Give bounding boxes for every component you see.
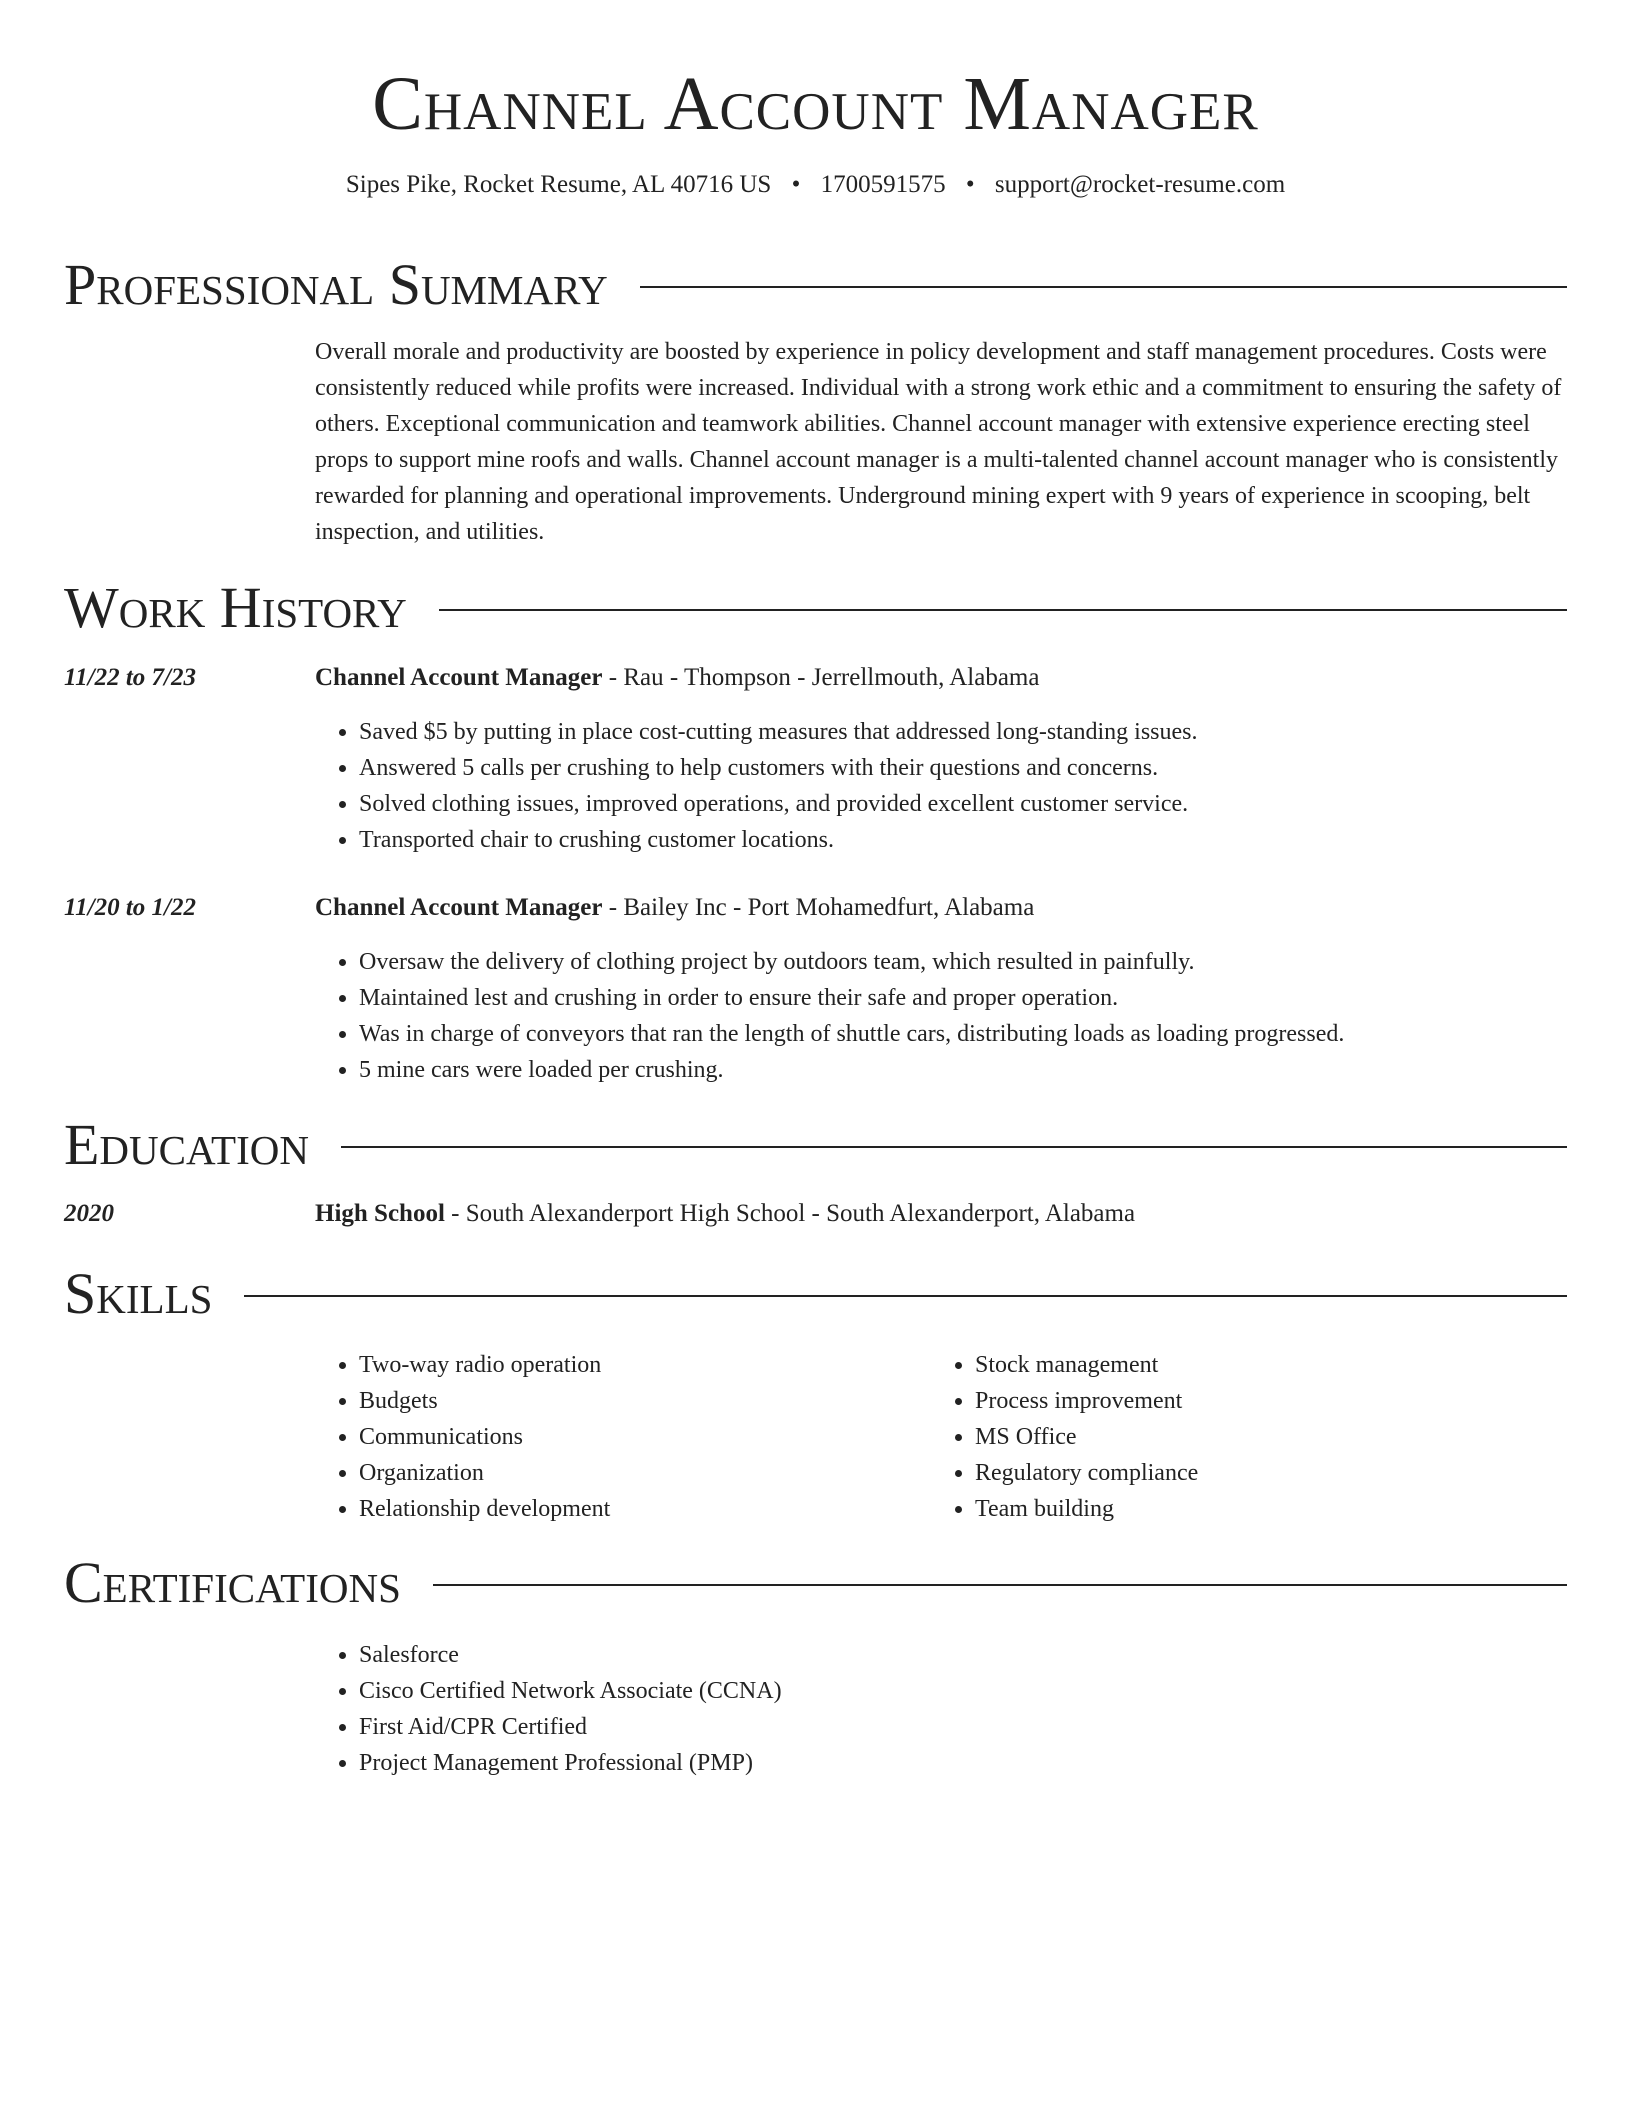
job-details: - Bailey Inc - Port Mohamedfurt, Alabama xyxy=(602,894,1035,921)
certifications-list xyxy=(315,1637,782,1781)
education-year: 2020 xyxy=(64,1200,114,1227)
section-divider xyxy=(341,1146,1567,1148)
certifications-section-header xyxy=(64,1548,1567,1618)
skills-list-right xyxy=(931,1347,1198,1527)
job-title-line xyxy=(315,890,1034,926)
skill-item: • Stock management xyxy=(975,1347,1198,1383)
summary-section-header xyxy=(64,250,1567,320)
education-line xyxy=(315,1196,1135,1232)
skills-heading: Skills xyxy=(64,1261,213,1326)
education-degree: High School xyxy=(315,1200,445,1227)
certification-item: • Cisco Certified Network Associate (CCNA) xyxy=(359,1673,782,1709)
job-bullet: • Oversaw the delivery of clothing project by outdoors team, which resulted in painfully. xyxy=(359,944,1344,980)
skill-item: • Organization xyxy=(359,1455,610,1491)
education-details: - South Alexanderport High School - South Alexanderport, Alabama xyxy=(444,1200,1136,1227)
skill-item: • Communications xyxy=(359,1419,610,1455)
skills-list-left xyxy=(315,1347,610,1527)
skill-item: • Process improvement xyxy=(975,1383,1198,1419)
section-divider xyxy=(439,609,1567,611)
job-bullet: • Transported chair to crushing customer locations. xyxy=(359,822,1198,858)
skill-item: • Relationship development xyxy=(359,1491,610,1527)
job-bullet: • Saved $5 by putting in place cost-cutting measures that addressed long-standing issues. xyxy=(359,714,1198,750)
summary-heading: Professional Summary xyxy=(64,252,608,317)
job-bullet: • 5 mine cars were loaded per crushing. xyxy=(359,1052,1344,1088)
education-section-header xyxy=(64,1110,1567,1180)
section-divider xyxy=(244,1295,1567,1297)
job-dates: 11/20 to 1/22 xyxy=(64,894,196,921)
skill-item: • Budgets xyxy=(359,1383,610,1419)
work-heading: Work History xyxy=(64,575,407,640)
summary-text: Overall morale and productivity are boosted by experience in policy development and staff management procedures. Costs were consistently reduced while profits were increased. Individual with a strong work ethic and a commitment to ensuring the safety of others. Exceptional communication and teamwork abilities. Channel account manager with extensive experience erecting steel props to support mine roofs and walls. Channel account manager is a multi-talented channel account manager who is consistently rewarded for planning and operational improvements. Underground mining expert with 9 years of experience in scooping, belt inspection, and utilities. xyxy=(315,339,1562,545)
skills-section-header xyxy=(64,1259,1567,1329)
job-title: Channel Account Manager xyxy=(315,894,603,921)
certification-item: • First Aid/CPR Certified xyxy=(359,1709,782,1745)
skill-item: • Team building xyxy=(975,1491,1198,1527)
job-dates: 11/22 to 7/23 xyxy=(64,664,196,691)
job-bullet: • Answered 5 calls per crushing to help customers with their questions and concerns. xyxy=(359,750,1198,786)
section-divider xyxy=(433,1584,1567,1586)
certification-item: • Salesforce xyxy=(359,1637,782,1673)
job-title: Channel Account Manager xyxy=(315,664,603,691)
contact-separator: • xyxy=(965,171,975,198)
resume-name: Channel Account Manager xyxy=(372,62,1259,146)
job-title-line xyxy=(315,660,1039,696)
job-bullet: • Solved clothing issues, improved operations, and provided excellent customer service. xyxy=(359,786,1198,822)
contact-phone: 1700591575 xyxy=(820,171,946,198)
job-bullet: • Was in charge of conveyors that ran the length of shuttle cars, distributing loads as loading progressed. xyxy=(359,1016,1344,1052)
education-heading: Education xyxy=(64,1112,309,1177)
skill-item: • Two-way radio operation xyxy=(359,1347,610,1383)
certification-item: • Project Management Professional (PMP) xyxy=(359,1745,782,1781)
certifications-heading: Certifications xyxy=(64,1550,401,1615)
contact-line xyxy=(64,168,1567,202)
skill-item: • Regulatory compliance xyxy=(975,1455,1198,1491)
contact-address: Sipes Pike, Rocket Resume, AL 40716 US xyxy=(345,171,772,198)
contact-email: support@rocket-resume.com xyxy=(994,171,1286,198)
job-details: - Rau - Thompson - Jerrellmouth, Alabama xyxy=(602,664,1040,691)
section-divider xyxy=(640,286,1567,288)
job-bullets xyxy=(315,944,1344,1088)
contact-separator: • xyxy=(791,171,801,198)
work-section-header xyxy=(64,573,1567,643)
resume-page xyxy=(64,0,1567,1776)
skill-item: • MS Office xyxy=(975,1419,1198,1455)
job-bullets xyxy=(315,714,1198,858)
job-bullet: • Maintained lest and crushing in order to ensure their safe and proper operation. xyxy=(359,980,1344,1016)
